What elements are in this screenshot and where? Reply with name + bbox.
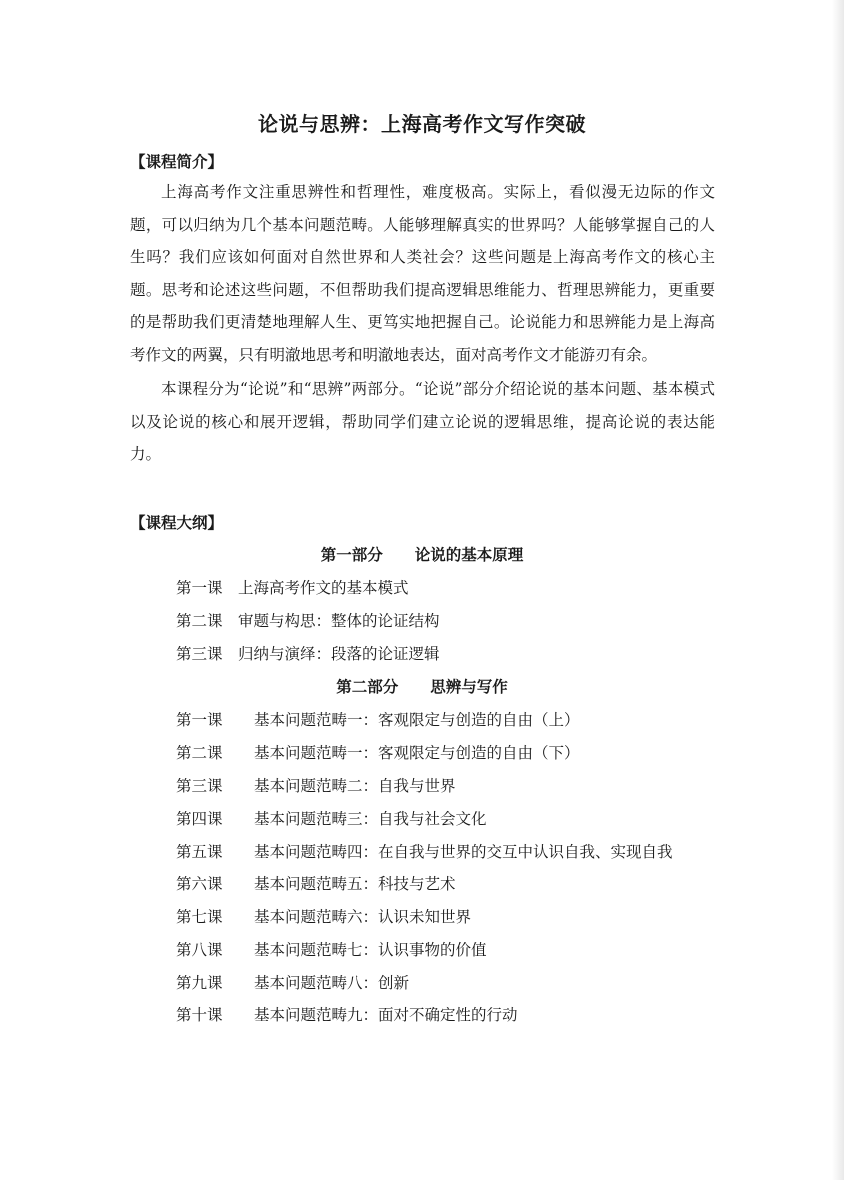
intro-heading: 【课程简介】 <box>130 152 224 171</box>
part2-heading <box>0 675 844 697</box>
part1-label: 第一部分 <box>320 545 383 564</box>
intro-paragraph: 上海高考作文注重思辨性和哲理性，难度极高。实际上，看似漫无边际的作文题，可以归纳为几个基本问题范畴。人能够理解真实的世界吗？人能够掌握自己的人生吗？我们应该如何面对自然世界和人类社会？这些问题是上海高考作文的核心主题。思考和论述这些问题，不但帮助我们提高逻辑思维能力、哲理思辨能力，更重要的是帮助我们更清楚地理解人生、更笃实地把握自己。论说能力和思辨能力是上海高考作文的两翼，只有明澈地思考和明澈地表达，面对高考作文才能游刃有余。 <box>130 183 715 364</box>
lesson-item <box>176 938 487 960</box>
lesson-number: 第九课 <box>176 974 223 992</box>
lesson-title: 上海高考作文的基本模式 <box>238 579 409 597</box>
lesson-item <box>176 840 673 862</box>
lesson-title: 基本问题范畴二：自我与世界 <box>254 777 456 795</box>
lesson-item <box>176 609 440 631</box>
lesson-title: 基本问题范畴九：面对不确定性的行动 <box>254 1006 518 1024</box>
lesson-number: 第一课 <box>176 579 223 597</box>
lesson-number: 第十课 <box>176 1006 223 1024</box>
lesson-item <box>176 807 487 829</box>
lesson-item <box>176 642 440 664</box>
lesson-title: 基本问题范畴四：在自我与世界的交互中认识自我、实现自我 <box>254 843 673 861</box>
lesson-title: 基本问题范畴三：自我与社会文化 <box>254 810 487 828</box>
part2-title: 思辨与写作 <box>430 677 508 696</box>
part1-title: 论说的基本原理 <box>414 545 524 564</box>
lesson-number: 第四课 <box>176 810 223 828</box>
lesson-title: 审题与构思：整体的论证结构 <box>238 612 440 630</box>
lesson-item <box>176 774 456 796</box>
lesson-number: 第六课 <box>176 875 223 893</box>
lesson-title: 基本问题范畴七：认识事物的价值 <box>254 941 487 959</box>
lesson-title: 基本问题范畴五：科技与艺术 <box>254 875 456 893</box>
lesson-item <box>176 905 471 927</box>
lesson-item <box>176 971 409 993</box>
lesson-title: 基本问题范畴八：创新 <box>254 974 410 992</box>
lesson-number: 第三课 <box>176 777 223 795</box>
lesson-title: 基本问题范畴一：客观限定与创造的自由（上） <box>254 711 580 729</box>
lesson-item <box>176 741 580 763</box>
intro-paragraph: 本课程分为“论说”和“思辨”两部分。“论说”部分介绍论说的基本问题、基本模式以及论说的核心和展开逻辑，帮助同学们建立论说的逻辑思维，提高论说的表达能力。 <box>130 380 715 463</box>
lesson-number: 第七课 <box>176 908 223 926</box>
lesson-title: 基本问题范畴六：认识未知世界 <box>254 908 472 926</box>
lesson-number: 第八课 <box>176 941 223 959</box>
lesson-number: 第五课 <box>176 843 223 861</box>
page-edge-shadow <box>832 0 844 1180</box>
lesson-item <box>176 1003 518 1025</box>
lesson-number: 第一课 <box>176 711 223 729</box>
lesson-number: 第二课 <box>176 744 223 762</box>
lesson-title: 基本问题范畴一：客观限定与创造的自由（下） <box>254 744 580 762</box>
lesson-title: 归纳与演绎：段落的论证逻辑 <box>238 645 440 663</box>
lesson-item <box>176 708 580 730</box>
lesson-number: 第二课 <box>176 612 223 630</box>
document-title: 论说与思辨：上海高考作文写作突破 <box>258 112 586 136</box>
lesson-item <box>176 576 409 598</box>
part2-label: 第二部分 <box>336 677 399 696</box>
part1-heading <box>0 543 844 565</box>
lesson-item <box>176 872 456 894</box>
outline-heading: 【课程大纲】 <box>130 513 224 532</box>
lesson-number: 第三课 <box>176 645 223 663</box>
